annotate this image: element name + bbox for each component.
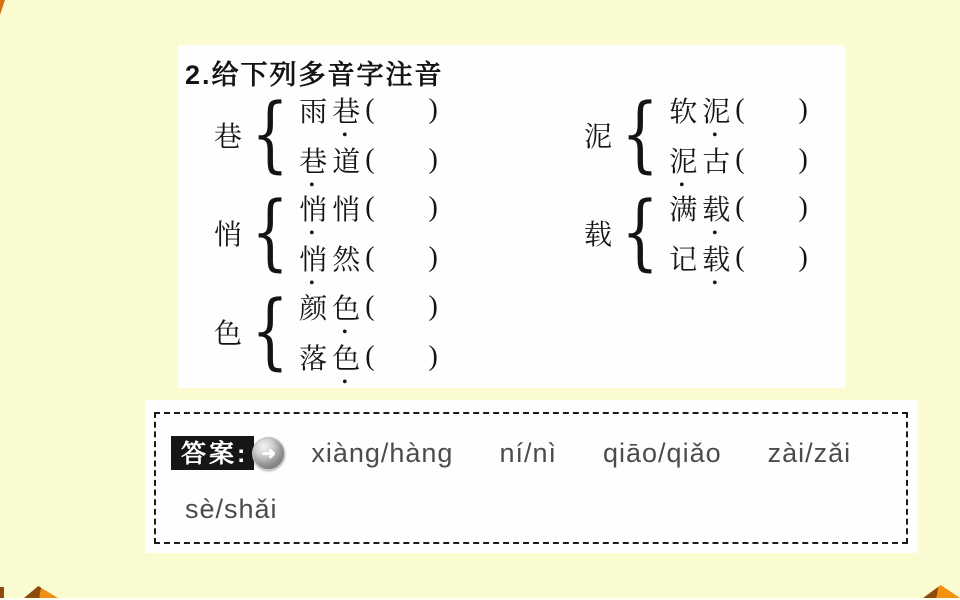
paren-close: ) xyxy=(428,94,438,125)
paren-close: ) xyxy=(428,144,438,175)
answer-line-1 xyxy=(171,436,851,470)
word-row xyxy=(299,141,438,179)
word-row xyxy=(299,288,438,326)
base-character: 巷 xyxy=(214,122,243,153)
paren-close: ) xyxy=(798,144,808,175)
corner-accent-top-left xyxy=(0,0,5,15)
brace-icon: { xyxy=(251,87,289,182)
word-row xyxy=(669,239,808,277)
paren-open: ( xyxy=(735,192,745,223)
polyphone-group-zai xyxy=(584,185,808,280)
pyramid-accent-bottom-right xyxy=(923,585,960,598)
answer-value: qiāo/qiǎo xyxy=(603,437,722,468)
answer-value: zài/zǎi xyxy=(767,437,852,468)
polyphone-group-qiao xyxy=(214,185,438,280)
answer-values xyxy=(311,438,851,469)
polyphone-group-se xyxy=(214,284,438,379)
brace-icon: { xyxy=(251,284,289,379)
polyphone-group-xiang xyxy=(214,87,438,182)
corner-accent-bottom-left-sliver xyxy=(0,587,4,598)
word-row xyxy=(299,338,438,376)
paren-open: ( xyxy=(365,291,375,322)
paren-close: ) xyxy=(428,341,438,372)
arrow-right-circle-icon: ➜ xyxy=(252,437,285,470)
word: 巷 道 xyxy=(299,147,361,178)
base-character: 载 xyxy=(584,220,613,251)
answer-value: ní/nì xyxy=(499,437,557,468)
paren-close: ) xyxy=(428,291,438,322)
word-row xyxy=(299,189,438,227)
question-heading: 2.给下列多音字注音 xyxy=(185,60,444,90)
word: 悄 悄 xyxy=(299,195,361,226)
word: 悄 然 xyxy=(299,245,361,276)
word: 记 载 xyxy=(669,245,731,276)
question-panel xyxy=(178,45,845,388)
word-row xyxy=(669,141,808,179)
word: 满 载 xyxy=(669,195,731,226)
paren-open: ( xyxy=(735,144,745,175)
brace-icon: { xyxy=(621,87,659,182)
base-character: 色 xyxy=(214,319,243,350)
paren-open: ( xyxy=(735,94,745,125)
pyramid-accent-bottom-left xyxy=(24,586,58,598)
answer-badge: 答案: xyxy=(171,436,254,470)
word: 软 泥 xyxy=(669,97,731,128)
word: 泥 古 xyxy=(669,147,731,178)
paren-open: ( xyxy=(365,341,375,372)
word-row xyxy=(669,189,808,227)
paren-close: ) xyxy=(798,192,808,223)
paren-close: ) xyxy=(798,94,808,125)
paren-open: ( xyxy=(365,192,375,223)
base-character: 泥 xyxy=(584,122,613,153)
paren-close: ) xyxy=(428,242,438,273)
paren-close: ) xyxy=(798,242,808,273)
answer-line-2 xyxy=(185,494,278,525)
word: 落 色 xyxy=(299,344,361,375)
base-character: 悄 xyxy=(214,220,243,251)
paren-close: ) xyxy=(428,192,438,223)
answer-panel xyxy=(145,400,917,553)
word-row xyxy=(299,239,438,277)
paren-open: ( xyxy=(365,242,375,273)
paren-open: ( xyxy=(735,242,745,273)
paren-open: ( xyxy=(365,94,375,125)
brace-icon: { xyxy=(251,185,289,280)
word: 颜 色 xyxy=(299,294,361,325)
word-row xyxy=(669,91,808,129)
paren-open: ( xyxy=(365,144,375,175)
polyphone-group-ni xyxy=(584,87,808,182)
brace-icon: { xyxy=(621,185,659,280)
answer-value: xiàng/hàng xyxy=(311,437,454,468)
answer-value: sè/shǎi xyxy=(185,494,278,524)
word: 雨 巷 xyxy=(299,97,361,128)
word-row xyxy=(299,91,438,129)
